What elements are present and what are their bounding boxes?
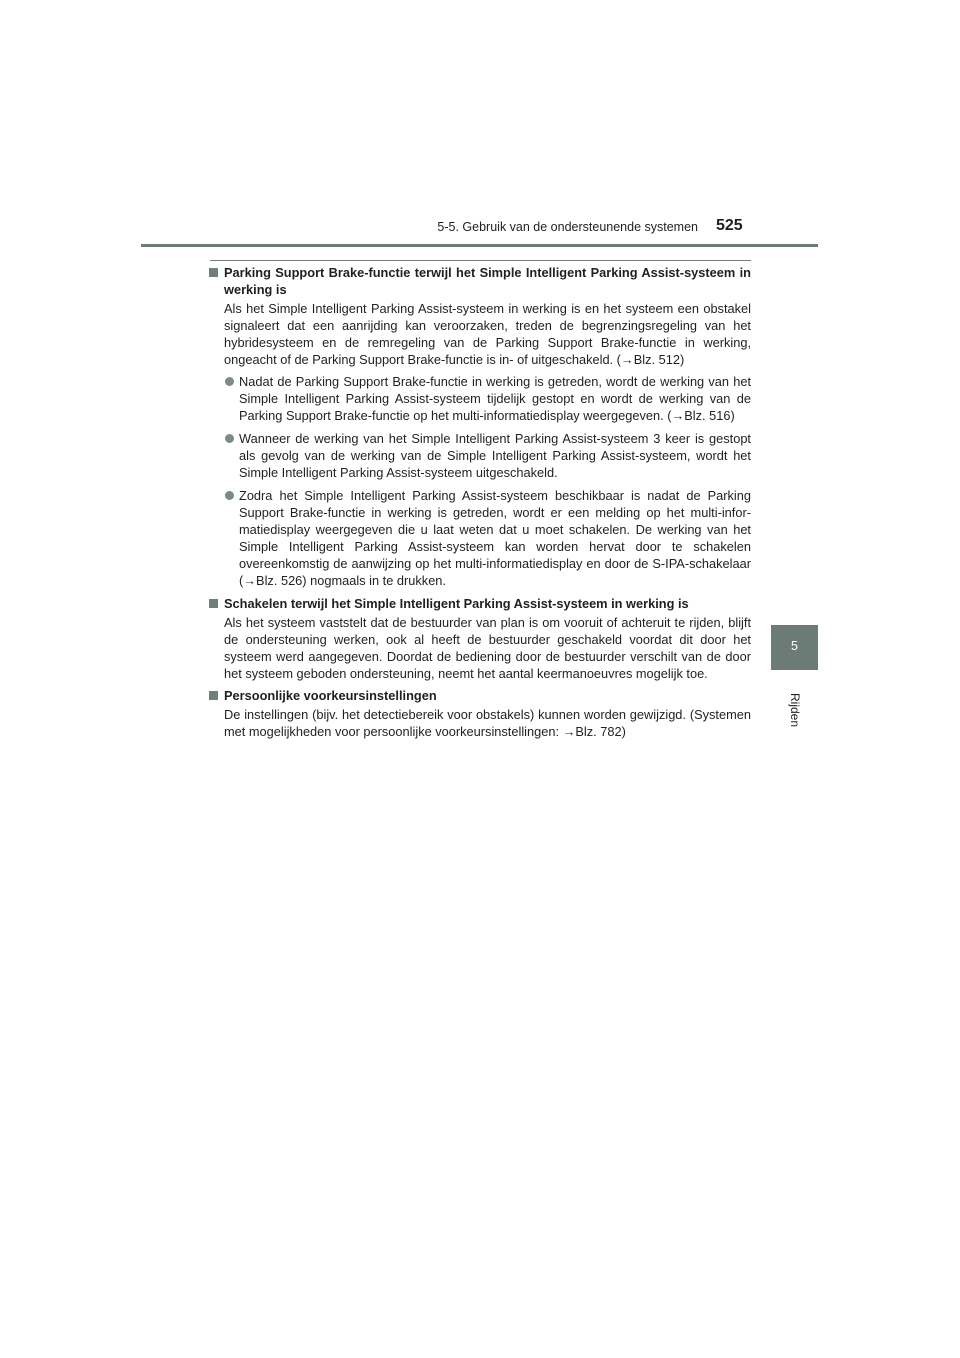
section-parking-support-brake	[209, 264, 751, 589]
section-title: Persoonlijke voorkeursinstellingen	[224, 688, 437, 703]
section-title: Schakelen terwijl het Simple Intelligent Parking Assist-systeem in werking is	[224, 596, 689, 611]
page-content	[209, 264, 751, 745]
header-divider	[141, 244, 818, 247]
section-paragraph: Als het systeem vaststelt dat de bestuurder van plan is om vooruit of achteruit te rijden, blijft de ondersteuning werken, ook al heeft de bestuurder geschakeld voordat dit door het systeem werd aangegeven. Doordat de bediening door de bestuurder verschilt van de door het systeem geboden ondersteuning, neemt het aantal keermanoeuvres mogelijk toe.	[224, 615, 751, 681]
square-bullet-icon	[209, 691, 218, 700]
chapter-number: 5	[791, 639, 798, 653]
chapter-tab	[771, 625, 818, 670]
chapter-label-wrapper	[775, 690, 815, 730]
section-title: Parking Support Brake-functie terwijl het Simple Intelligent Parking Assist-systeem in werking is	[224, 265, 751, 297]
round-bullet-icon	[225, 434, 234, 443]
page-number: 525	[716, 217, 743, 234]
square-bullet-icon	[209, 268, 218, 277]
header-section-title: 5-5. Gebruik van de ondersteunende systemen	[437, 220, 698, 234]
section-paragraph: De instellingen (bijv. het detectiebereik voor obstakels) kunnen worden gewijzigd. (Systemen met mogelijkheden voor persoonlijke voorkeursinstellingen: →Blz. 782)	[224, 707, 751, 739]
round-bullet-icon	[225, 491, 234, 500]
list-item-text: Nadat de Parking Support Brake-functie in werking is getreden, wordt de werking van het Simple Intelligent Parking Assist-systeem tijdelijk gestopt en wordt de werking van de Parking Support Brake-functie op het multi-informatiedisplay weergegeven. (→Blz. 516)	[239, 374, 751, 423]
square-bullet-icon	[209, 599, 218, 608]
list-item	[224, 487, 751, 589]
section-persoonlijke-voorkeursinstellingen	[209, 687, 751, 740]
list-item-text: Wanneer de werking van het Simple Intelligent Parking Assist-systeem 3 keer is gestopt als gevolg van de werking van de Simple Intelligent Parking Assist-systeem, wordt het Simple Intelligent Parking Assist-systeem uitgeschakeld.	[239, 431, 751, 480]
list-item	[224, 373, 751, 424]
list-item-text: Zodra het Simple Intelligent Parking Assist-systeem beschikbaar is nadat de Parking Support Brake-functie in werking is getreden, wordt er een melding op het multi-informatiedisplay weergegeven die u laat weten dat u moet schakelen. De werking van het Simple Intelligent Parking Assist-systeem kan worden hervat door te schakelen overeenkomstig de aanwijzing op het multi-informatiedisplay en door de S-IPA-schakelaar (→Blz. 526) nogmaals in te drukken.	[239, 488, 751, 588]
content-divider	[210, 260, 751, 261]
chapter-label: Rijden	[788, 692, 802, 728]
section-paragraph: Als het Simple Intelligent Parking Assist-systeem in werking is en het systeem een obstakel signaleert dat een aanrijding kan veroorzaken, treden de begrenzingsregeling van het hybridesysteem en de remregeling van de Parking Support Brake-functie in werking, ongeacht of de Parking Support Brake-functie is in- of uitgeschakeld. (→Blz. 512)	[224, 301, 751, 367]
list-item	[224, 430, 751, 481]
section-schakelen	[209, 595, 751, 682]
round-bullet-icon	[225, 377, 234, 386]
